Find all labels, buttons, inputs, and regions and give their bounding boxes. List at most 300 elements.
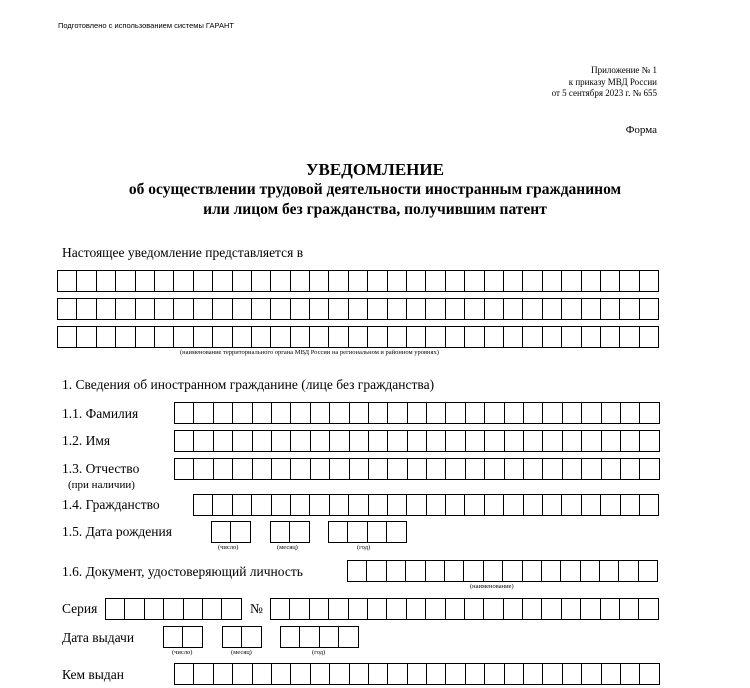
char-cell[interactable]: [271, 521, 290, 543]
char-cell[interactable]: [339, 626, 358, 648]
char-cell[interactable]: [349, 494, 368, 516]
char-cell[interactable]: [271, 326, 290, 348]
char-cell[interactable]: [524, 458, 543, 480]
char-cell[interactable]: [175, 402, 194, 424]
char-cell[interactable]: [562, 270, 581, 292]
char-cell[interactable]: [582, 494, 601, 516]
char-cell[interactable]: [369, 402, 388, 424]
char-cell[interactable]: [311, 458, 330, 480]
char-cell[interactable]: [523, 298, 542, 320]
surname-field[interactable]: [174, 402, 660, 424]
char-cell[interactable]: [640, 270, 659, 292]
char-cell[interactable]: [620, 598, 639, 620]
char-cell[interactable]: [485, 270, 504, 292]
char-cell[interactable]: [543, 270, 562, 292]
char-cell[interactable]: [330, 430, 349, 452]
char-cell[interactable]: [600, 560, 619, 582]
char-cell[interactable]: [231, 521, 250, 543]
char-cell[interactable]: [194, 402, 213, 424]
char-cell[interactable]: [369, 663, 388, 685]
char-cell[interactable]: [155, 270, 174, 292]
char-cell[interactable]: [408, 663, 427, 685]
char-cell[interactable]: [466, 458, 485, 480]
char-cell[interactable]: [543, 298, 562, 320]
char-cell[interactable]: [116, 298, 135, 320]
char-cell[interactable]: [388, 494, 407, 516]
char-cell[interactable]: [311, 663, 330, 685]
char-cell[interactable]: [387, 560, 406, 582]
char-cell[interactable]: [464, 560, 483, 582]
char-cell[interactable]: [242, 626, 261, 648]
char-cell[interactable]: [203, 598, 222, 620]
char-cell[interactable]: [485, 402, 504, 424]
char-cell[interactable]: [582, 270, 601, 292]
char-cell[interactable]: [408, 430, 427, 452]
char-cell[interactable]: [427, 458, 446, 480]
char-cell[interactable]: [290, 521, 309, 543]
char-cell[interactable]: [310, 270, 329, 292]
char-cell[interactable]: [368, 270, 387, 292]
char-cell[interactable]: [582, 663, 601, 685]
issue-year-field[interactable]: [280, 626, 359, 648]
char-cell[interactable]: [406, 560, 425, 582]
char-cell[interactable]: [329, 326, 348, 348]
char-cell[interactable]: [252, 270, 271, 292]
char-cell[interactable]: [582, 402, 601, 424]
char-cell[interactable]: [368, 326, 387, 348]
issue-month-hint: (месяц): [231, 649, 252, 656]
char-cell[interactable]: [387, 598, 406, 620]
char-cell[interactable]: [329, 298, 348, 320]
char-cell[interactable]: [330, 663, 349, 685]
char-cell[interactable]: [252, 494, 271, 516]
char-cell[interactable]: [368, 298, 387, 320]
char-cell[interactable]: [369, 494, 388, 516]
char-cell[interactable]: [233, 494, 252, 516]
char-cell[interactable]: [562, 494, 581, 516]
char-cell[interactable]: [116, 270, 135, 292]
char-cell[interactable]: [619, 560, 638, 582]
char-cell[interactable]: [183, 626, 202, 648]
char-cell[interactable]: [523, 326, 542, 348]
char-cell[interactable]: [214, 458, 233, 480]
char-cell[interactable]: [504, 326, 523, 348]
char-cell[interactable]: [582, 298, 601, 320]
char-cell[interactable]: [426, 270, 445, 292]
char-cell[interactable]: [485, 430, 504, 452]
char-cell[interactable]: [601, 598, 620, 620]
char-cell[interactable]: [640, 326, 659, 348]
char-cell[interactable]: [388, 270, 407, 292]
char-cell[interactable]: [272, 430, 291, 452]
char-cell[interactable]: [407, 326, 426, 348]
char-cell[interactable]: [601, 494, 620, 516]
char-cell[interactable]: [484, 598, 503, 620]
identity-doc-field[interactable]: [347, 560, 658, 582]
char-cell[interactable]: [329, 598, 348, 620]
char-cell[interactable]: [77, 326, 96, 348]
char-cell[interactable]: [640, 298, 659, 320]
char-cell[interactable]: [465, 494, 484, 516]
char-cell[interactable]: [446, 663, 465, 685]
char-cell[interactable]: [426, 560, 445, 582]
char-cell[interactable]: [426, 598, 445, 620]
char-cell[interactable]: [145, 598, 164, 620]
char-cell[interactable]: [194, 494, 213, 516]
char-cell[interactable]: [77, 298, 96, 320]
char-cell[interactable]: [281, 626, 300, 648]
authority-line-1[interactable]: [57, 270, 659, 292]
birth-year-field[interactable]: [328, 521, 407, 543]
char-cell[interactable]: [543, 663, 562, 685]
birth-month-field[interactable]: [270, 521, 310, 543]
char-cell[interactable]: [563, 458, 582, 480]
authority-line-2[interactable]: [57, 298, 659, 320]
char-cell[interactable]: [446, 598, 465, 620]
char-cell[interactable]: [543, 430, 562, 452]
char-cell[interactable]: [485, 494, 504, 516]
char-cell[interactable]: [213, 298, 232, 320]
char-cell[interactable]: [136, 298, 155, 320]
char-cell[interactable]: [368, 598, 387, 620]
patronymic-note: (при наличии): [68, 479, 135, 491]
char-cell[interactable]: [466, 430, 485, 452]
char-cell[interactable]: [542, 598, 561, 620]
char-cell[interactable]: [214, 430, 233, 452]
char-cell[interactable]: [621, 663, 640, 685]
char-cell[interactable]: [543, 458, 562, 480]
char-cell[interactable]: [581, 560, 600, 582]
char-cell[interactable]: [271, 598, 290, 620]
char-cell[interactable]: [290, 598, 309, 620]
char-cell[interactable]: [505, 430, 524, 452]
char-cell[interactable]: [640, 494, 659, 516]
char-cell[interactable]: [427, 663, 446, 685]
char-cell[interactable]: [621, 458, 640, 480]
char-cell[interactable]: [291, 430, 310, 452]
char-cell[interactable]: [164, 626, 183, 648]
char-cell[interactable]: [175, 458, 194, 480]
char-cell[interactable]: [155, 326, 174, 348]
char-cell[interactable]: [465, 598, 484, 620]
char-cell[interactable]: [350, 402, 369, 424]
char-cell[interactable]: [408, 402, 427, 424]
char-cell[interactable]: [466, 663, 485, 685]
char-cell[interactable]: [233, 458, 252, 480]
char-cell[interactable]: [504, 494, 523, 516]
char-cell[interactable]: [446, 298, 465, 320]
char-cell[interactable]: [484, 560, 503, 582]
char-cell[interactable]: [213, 326, 232, 348]
char-cell[interactable]: [175, 663, 194, 685]
char-cell[interactable]: [407, 298, 426, 320]
char-cell[interactable]: [543, 494, 562, 516]
char-cell[interactable]: [543, 326, 562, 348]
char-cell[interactable]: [350, 663, 369, 685]
issue-day-hint: (число): [172, 649, 193, 656]
char-cell[interactable]: [310, 598, 329, 620]
char-cell[interactable]: [426, 326, 445, 348]
char-cell[interactable]: [446, 402, 465, 424]
authority-line-3[interactable]: [57, 326, 659, 348]
char-cell[interactable]: [106, 598, 125, 620]
char-cell[interactable]: [348, 521, 367, 543]
char-cell[interactable]: [602, 430, 621, 452]
char-cell[interactable]: [291, 663, 310, 685]
char-cell[interactable]: [446, 430, 465, 452]
char-cell[interactable]: [602, 402, 621, 424]
char-cell[interactable]: [194, 298, 213, 320]
char-cell[interactable]: [407, 598, 426, 620]
title-line-2: об осуществлении трудовой деятельности иностранным гражданином: [128, 181, 622, 198]
char-cell[interactable]: [621, 430, 640, 452]
char-cell[interactable]: [581, 598, 600, 620]
char-cell[interactable]: [253, 458, 272, 480]
char-cell[interactable]: [601, 298, 620, 320]
char-cell[interactable]: [504, 598, 523, 620]
char-cell[interactable]: [175, 430, 194, 452]
char-cell[interactable]: [58, 326, 77, 348]
char-cell[interactable]: [194, 663, 213, 685]
char-cell[interactable]: [426, 298, 445, 320]
char-cell[interactable]: [563, 402, 582, 424]
char-cell[interactable]: [58, 270, 77, 292]
issued-by-field[interactable]: [174, 663, 660, 685]
char-cell[interactable]: [407, 270, 426, 292]
char-cell[interactable]: [125, 598, 144, 620]
char-cell[interactable]: [252, 326, 271, 348]
char-cell[interactable]: [388, 402, 407, 424]
char-cell[interactable]: [485, 663, 504, 685]
char-cell[interactable]: [561, 560, 580, 582]
char-cell[interactable]: [272, 494, 291, 516]
char-cell[interactable]: [620, 298, 639, 320]
char-cell[interactable]: [174, 298, 193, 320]
char-cell[interactable]: [388, 458, 407, 480]
char-cell[interactable]: [291, 326, 310, 348]
char-cell[interactable]: [640, 458, 659, 480]
char-cell[interactable]: [194, 270, 213, 292]
char-cell[interactable]: [350, 430, 369, 452]
char-cell[interactable]: [601, 270, 620, 292]
char-cell[interactable]: [562, 298, 581, 320]
char-cell[interactable]: [349, 298, 368, 320]
char-cell[interactable]: [601, 326, 620, 348]
char-cell[interactable]: [369, 458, 388, 480]
char-cell[interactable]: [388, 298, 407, 320]
char-cell[interactable]: [271, 270, 290, 292]
char-cell[interactable]: [310, 298, 329, 320]
char-cell[interactable]: [300, 626, 319, 648]
char-cell[interactable]: [640, 430, 659, 452]
char-cell[interactable]: [271, 298, 290, 320]
char-cell[interactable]: [388, 326, 407, 348]
char-cell[interactable]: [602, 458, 621, 480]
char-cell[interactable]: [233, 430, 252, 452]
char-cell[interactable]: [174, 270, 193, 292]
char-cell[interactable]: [427, 494, 446, 516]
char-cell[interactable]: [446, 326, 465, 348]
char-cell[interactable]: [291, 458, 310, 480]
char-cell[interactable]: [291, 270, 310, 292]
char-cell[interactable]: [213, 270, 232, 292]
char-cell[interactable]: [505, 402, 524, 424]
char-cell[interactable]: [184, 598, 203, 620]
char-cell[interactable]: [446, 270, 465, 292]
char-cell[interactable]: [446, 458, 465, 480]
char-cell[interactable]: [621, 402, 640, 424]
char-cell[interactable]: [233, 326, 252, 348]
char-cell[interactable]: [291, 494, 310, 516]
char-cell[interactable]: [465, 298, 484, 320]
char-cell[interactable]: [136, 326, 155, 348]
char-cell[interactable]: [136, 270, 155, 292]
char-cell[interactable]: [272, 663, 291, 685]
char-cell[interactable]: [291, 402, 310, 424]
char-cell[interactable]: [272, 402, 291, 424]
char-cell[interactable]: [350, 458, 369, 480]
char-cell[interactable]: [310, 494, 329, 516]
char-cell[interactable]: [524, 663, 543, 685]
char-cell[interactable]: [349, 326, 368, 348]
char-cell[interactable]: [543, 402, 562, 424]
char-cell[interactable]: [329, 270, 348, 292]
char-cell[interactable]: [408, 458, 427, 480]
char-cell[interactable]: [320, 626, 339, 648]
char-cell[interactable]: [367, 560, 386, 582]
issue-month-field[interactable]: [222, 626, 262, 648]
char-cell[interactable]: [523, 560, 542, 582]
char-cell[interactable]: [524, 402, 543, 424]
char-cell[interactable]: [602, 663, 621, 685]
char-cell[interactable]: [407, 494, 426, 516]
char-cell[interactable]: [233, 270, 252, 292]
char-cell[interactable]: [639, 598, 658, 620]
char-cell[interactable]: [252, 298, 271, 320]
char-cell[interactable]: [466, 402, 485, 424]
char-cell[interactable]: [621, 494, 640, 516]
char-cell[interactable]: [330, 494, 349, 516]
name-field[interactable]: [174, 430, 660, 452]
char-cell[interactable]: [485, 458, 504, 480]
char-cell[interactable]: [563, 663, 582, 685]
char-cell[interactable]: [639, 560, 658, 582]
char-cell[interactable]: [524, 430, 543, 452]
char-cell[interactable]: [503, 560, 522, 582]
issued-by-label: Кем выдан: [62, 667, 124, 682]
char-cell[interactable]: [212, 521, 231, 543]
char-cell[interactable]: [620, 326, 639, 348]
char-cell[interactable]: [223, 626, 242, 648]
char-cell[interactable]: [97, 326, 116, 348]
char-cell[interactable]: [77, 270, 96, 292]
patronymic-field[interactable]: [174, 458, 660, 480]
char-cell[interactable]: [194, 430, 213, 452]
series-field[interactable]: [105, 598, 242, 620]
char-cell[interactable]: [233, 663, 252, 685]
char-cell[interactable]: [465, 270, 484, 292]
char-cell[interactable]: [446, 494, 465, 516]
char-cell[interactable]: [369, 430, 388, 452]
char-cell[interactable]: [542, 560, 561, 582]
char-cell[interactable]: [311, 430, 330, 452]
char-cell[interactable]: [388, 430, 407, 452]
char-cell[interactable]: [368, 521, 387, 543]
char-cell[interactable]: [310, 326, 329, 348]
char-cell[interactable]: [504, 270, 523, 292]
char-cell[interactable]: [427, 430, 446, 452]
char-cell[interactable]: [523, 270, 542, 292]
issue-day-field[interactable]: [163, 626, 203, 648]
char-cell[interactable]: [640, 663, 659, 685]
char-cell[interactable]: [311, 402, 330, 424]
char-cell[interactable]: [504, 298, 523, 320]
char-cell[interactable]: [562, 598, 581, 620]
char-cell[interactable]: [214, 663, 233, 685]
char-cell[interactable]: [523, 598, 542, 620]
char-cell[interactable]: [233, 402, 252, 424]
char-cell[interactable]: [174, 326, 193, 348]
char-cell[interactable]: [194, 326, 213, 348]
char-cell[interactable]: [97, 298, 116, 320]
char-cell[interactable]: [620, 270, 639, 292]
document-number-field[interactable]: [270, 598, 659, 620]
char-cell[interactable]: [330, 458, 349, 480]
char-cell[interactable]: [222, 598, 241, 620]
char-cell[interactable]: [194, 458, 213, 480]
char-cell[interactable]: [445, 560, 464, 582]
char-cell[interactable]: [485, 326, 504, 348]
series-label: Серия: [62, 601, 98, 616]
char-cell[interactable]: [329, 521, 348, 543]
char-cell[interactable]: [58, 298, 77, 320]
citizenship-field[interactable]: [193, 494, 659, 516]
char-cell[interactable]: [582, 430, 601, 452]
patronymic-label: 1.3. Отчество: [62, 461, 140, 476]
char-cell[interactable]: [563, 430, 582, 452]
char-cell[interactable]: [524, 494, 543, 516]
char-cell[interactable]: [388, 663, 407, 685]
char-cell[interactable]: [582, 326, 601, 348]
char-cell[interactable]: [465, 326, 484, 348]
char-cell[interactable]: [116, 326, 135, 348]
char-cell[interactable]: [291, 298, 310, 320]
char-cell[interactable]: [562, 326, 581, 348]
char-cell[interactable]: [349, 270, 368, 292]
char-cell[interactable]: [387, 521, 406, 543]
char-cell[interactable]: [272, 458, 291, 480]
char-cell[interactable]: [348, 560, 367, 582]
char-cell[interactable]: [253, 402, 272, 424]
char-cell[interactable]: [253, 430, 272, 452]
char-cell[interactable]: [164, 598, 183, 620]
char-cell[interactable]: [505, 458, 524, 480]
char-cell[interactable]: [582, 458, 601, 480]
char-cell[interactable]: [233, 298, 252, 320]
char-cell[interactable]: [97, 270, 116, 292]
birth-day-field[interactable]: [211, 521, 251, 543]
char-cell[interactable]: [349, 598, 368, 620]
char-cell[interactable]: [640, 402, 659, 424]
char-cell[interactable]: [214, 402, 233, 424]
char-cell[interactable]: [330, 402, 349, 424]
char-cell[interactable]: [427, 402, 446, 424]
char-cell[interactable]: [485, 298, 504, 320]
char-cell[interactable]: [253, 663, 272, 685]
char-cell[interactable]: [213, 494, 232, 516]
char-cell[interactable]: [505, 663, 524, 685]
char-cell[interactable]: [155, 298, 174, 320]
